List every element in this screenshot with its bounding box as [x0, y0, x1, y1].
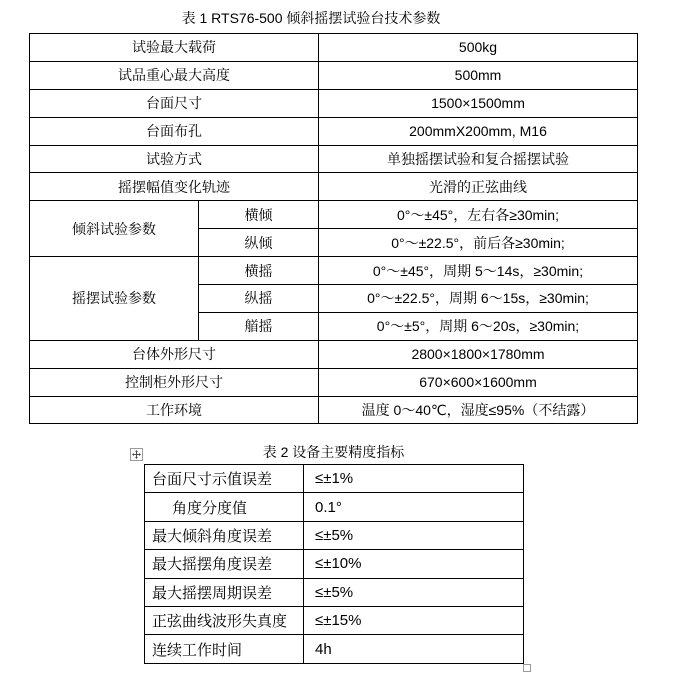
table1-technical-parameters [29, 33, 638, 424]
table1-label-cell: 试品重心最大高度 [30, 61, 319, 89]
table2-row [145, 606, 524, 634]
table1-value-cell: 温度 0～40℃，湿度≤95%（不结露） [319, 396, 638, 424]
table1-row [30, 61, 638, 89]
table1-label-cell: 台体外形尺寸 [30, 340, 319, 368]
table1-label-cell: 台面尺寸 [30, 89, 319, 117]
table2-precision-indicators [144, 464, 524, 664]
table2-value-cell: 0.1° [304, 493, 524, 521]
table2-label-cell: 台面尺寸示值误差 [145, 465, 304, 493]
table2-label-cell: 最大倾斜角度误差 [145, 521, 304, 549]
table1-value-cell: 500kg [319, 34, 638, 62]
table-move-handle-icon[interactable] [130, 448, 143, 461]
table2-row [145, 493, 524, 521]
table2-label-cell: 最大摇摆周期误差 [145, 578, 304, 606]
table1-value-cell: 0°～±5°，周期 6～20s，≥30min; [319, 312, 638, 340]
table1-label-cell: 试验方式 [30, 145, 319, 173]
table1-sub-label-cell: 纵倾 [199, 229, 319, 257]
table1-value-cell: 0°～±22.5°，周期 6～15s，≥30min; [319, 285, 638, 313]
table1-label-cell: 控制柜外形尺寸 [30, 368, 319, 396]
table1-value-cell: 光滑的正弦曲线 [319, 173, 638, 201]
table1-row [30, 368, 638, 396]
table1-value-cell: 1500×1500mm [319, 89, 638, 117]
table1-row [30, 34, 638, 62]
table2-caption: 表 2 设备主要精度指标 [262, 444, 405, 460]
table2-value-cell: ≤±5% [304, 521, 524, 549]
table2-row [145, 521, 524, 549]
table2-label-cell: 角度分度值 [145, 493, 304, 521]
table1-row [30, 173, 638, 201]
table1-row [30, 201, 638, 229]
table1-sub-label-cell: 横摇 [199, 257, 319, 285]
table2-row [145, 578, 524, 606]
table1-label-cell: 台面布孔 [30, 117, 319, 145]
table2-label-cell: 正弦曲线波形失真度 [145, 606, 304, 634]
table2-value-cell: ≤±10% [304, 550, 524, 578]
table1-value-cell: 0°～±45°，周期 5～14s，≥30min; [319, 257, 638, 285]
table1-value-cell: 0°～±22.5°，前后各≥30min; [319, 229, 638, 257]
table-resize-handle-icon[interactable] [523, 664, 531, 672]
table1-caption: 表 1 RTS76-500 倾斜摇摆试验台技术参数 [181, 10, 441, 26]
table2-value-cell: 4h [304, 635, 524, 663]
table2-label-cell: 连续工作时间 [145, 635, 304, 663]
table1-sub-label-cell: 艏摇 [199, 312, 319, 340]
table1-row [30, 257, 638, 285]
table2-row [145, 465, 524, 493]
table2-value-cell: ≤±15% [304, 606, 524, 634]
table2-row [145, 635, 524, 663]
table1-value-cell: 单独摇摆试验和复合摇摆试验 [319, 145, 638, 173]
table1-value-cell: 2800×1800×1780mm [319, 340, 638, 368]
table1-row [30, 89, 638, 117]
table1-row [30, 340, 638, 368]
table2-value-cell: ≤±1% [304, 465, 524, 493]
table1-group-label-cell: 摇摆试验参数 [30, 257, 199, 341]
table1-sub-label-cell: 纵摇 [199, 285, 319, 313]
table1-group-label-cell: 倾斜试验参数 [30, 201, 199, 257]
table1-row [30, 117, 638, 145]
table1-value-cell: 500mm [319, 61, 638, 89]
table1-row [30, 396, 638, 424]
table2-label-cell: 最大摇摆角度误差 [145, 550, 304, 578]
table1-label-cell: 工作环境 [30, 396, 319, 424]
table1-value-cell: 670×600×1600mm [319, 368, 638, 396]
table1-row [30, 145, 638, 173]
table1-sub-label-cell: 横倾 [199, 201, 319, 229]
table1-label-cell: 试验最大载荷 [30, 34, 319, 62]
table1-value-cell: 200mmX200mm, M16 [319, 117, 638, 145]
table1-value-cell: 0°～±45°，左右各≥30min; [319, 201, 638, 229]
table2-row [145, 550, 524, 578]
table1-label-cell: 摇摆幅值变化轨迹 [30, 173, 319, 201]
table2-value-cell: ≤±5% [304, 578, 524, 606]
